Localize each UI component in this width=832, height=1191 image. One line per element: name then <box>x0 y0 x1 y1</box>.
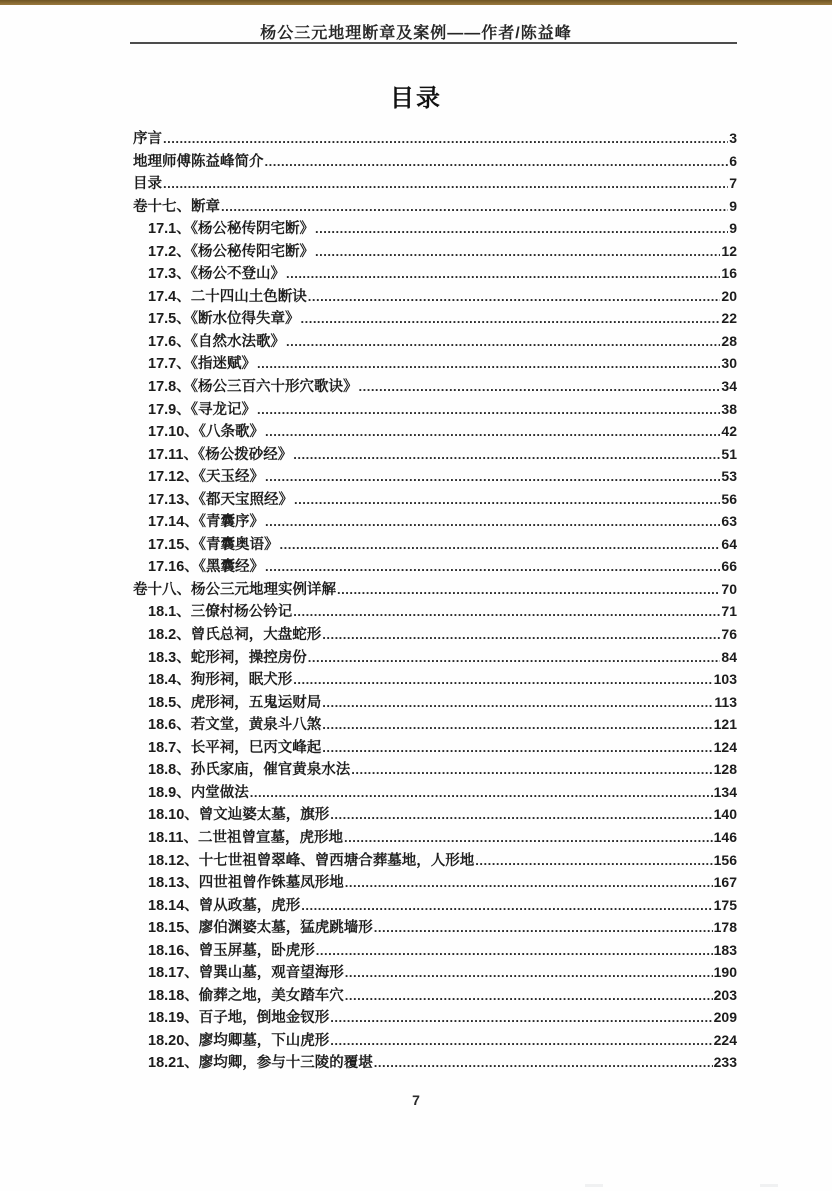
toc-entry-label: 卷十八、杨公三元地理实例详解 <box>133 581 336 598</box>
scan-artifact <box>760 1184 778 1187</box>
toc-leader-dots <box>315 241 720 264</box>
toc-leader-dots <box>322 692 713 715</box>
toc-entry-label: 18.2、曾氏总祠，大盘蛇形 <box>148 627 322 644</box>
toc-row <box>133 465 737 488</box>
toc-leader-dots <box>322 737 712 760</box>
toc-row <box>133 961 737 984</box>
footer-page-number: 7 <box>412 1092 420 1108</box>
toc-entry-label: 17.11、《杨公拨砂经》 <box>148 446 293 463</box>
toc-entry-page: 71 <box>721 603 737 620</box>
toc-entry-label: 18.20、廖均卿墓，下山虎形 <box>148 1032 330 1049</box>
toc-entry-label: 18.4、狗形祠，眠犬形 <box>148 672 293 689</box>
toc-leader-dots <box>351 759 712 782</box>
toc-entry-page: 76 <box>721 626 737 643</box>
toc-leader-dots <box>265 151 729 174</box>
toc-entry-label: 18.5、虎形祠，五鬼运财局 <box>148 694 322 711</box>
toc-entry-label: 17.6、《自然水法歌》 <box>148 333 285 350</box>
toc-row <box>133 420 737 443</box>
toc-leader-dots <box>308 286 721 309</box>
toc-entry-label: 卷十七、断章 <box>133 198 220 215</box>
toc-entry-label: 17.7、《指迷赋》 <box>148 356 256 373</box>
toc-entry-label: 18.17、曾巽山墓，观音望海形 <box>148 965 344 982</box>
toc-leader-dots <box>265 556 720 579</box>
toc-leader-dots <box>374 917 713 940</box>
toc-row <box>133 533 737 556</box>
toc-row <box>133 984 737 1007</box>
toc-leader-dots <box>475 850 712 873</box>
toc-entry-page: 140 <box>713 806 737 823</box>
toc-row <box>133 668 737 691</box>
toc-entry-label: 17.4、二十四山土色断诀 <box>148 288 307 305</box>
toc-row <box>133 1006 737 1029</box>
toc-entry-page: 66 <box>721 558 737 575</box>
toc-entry-page: 209 <box>713 1009 737 1026</box>
toc-leader-dots <box>163 128 728 151</box>
toc-row <box>133 736 737 759</box>
toc-row <box>133 1029 737 1052</box>
toc-entry-label: 18.14、曾从政墓，虎形 <box>148 897 301 914</box>
toc-entry-label: 18.10、曾文辿婆太墓，旗形 <box>148 807 330 824</box>
toc-entry-label: 17.10、《八条歌》 <box>148 424 265 441</box>
toc-entry-label: 17.2、《杨公秘传阳宅断》 <box>148 243 314 260</box>
toc-entry-page: 38 <box>721 400 737 417</box>
toc-entry-page: 183 <box>713 941 737 958</box>
toc-entry-label: 18.11、二世祖曾宣墓，虎形地 <box>148 829 343 846</box>
toc-row <box>133 352 737 375</box>
toc-entry-page: 53 <box>721 468 737 485</box>
toc-entry-page: 70 <box>721 580 737 597</box>
page-title: 目录 <box>390 85 442 112</box>
toc-entry-label: 17.3、《杨公不登山》 <box>148 266 285 283</box>
toc-row <box>133 510 737 533</box>
toc-entry-label: 18.13、四世祖曾作铢墓凤形地 <box>148 875 344 892</box>
toc-leader-dots <box>293 669 712 692</box>
toc-entry-page: 20 <box>721 287 737 304</box>
toc-row <box>133 691 737 714</box>
toc-entry-page: 203 <box>713 986 737 1003</box>
top-accent-bar <box>0 0 832 5</box>
toc-row <box>133 781 737 804</box>
toc-entry-label: 18.19、百子地，倒地金钗形 <box>148 1010 330 1027</box>
toc-leader-dots <box>308 647 721 670</box>
toc-entry-label: 18.21、廖均卿，参与十三陵的覆堪 <box>148 1055 373 1072</box>
toc-row <box>133 262 737 285</box>
toc-row <box>133 826 737 849</box>
toc-entry-page: 16 <box>721 265 737 282</box>
toc-leader-dots <box>286 263 720 286</box>
toc-row <box>133 172 737 195</box>
toc-entry-page: 156 <box>713 851 737 868</box>
toc-leader-dots <box>257 399 720 422</box>
toc-row <box>133 307 737 330</box>
toc-entry-page: 9 <box>729 197 737 214</box>
toc-row <box>133 240 737 263</box>
toc-leader-dots <box>221 196 728 219</box>
toc-leader-dots <box>265 421 720 444</box>
toc-entry-page: 34 <box>721 378 737 395</box>
toc-leader-dots <box>315 218 728 241</box>
toc-row <box>133 195 737 218</box>
toc-entry-label: 17.15、《青囊奥语》 <box>148 536 279 553</box>
toc-row <box>133 600 737 623</box>
toc-leader-dots <box>322 714 712 737</box>
toc-entry-label: 18.3、蛇形祠，操控房份 <box>148 649 307 666</box>
toc-row <box>133 217 737 240</box>
toc-row <box>133 1051 737 1074</box>
toc-leader-dots <box>265 466 720 489</box>
toc-entry-page: 175 <box>713 896 737 913</box>
toc-entry-page: 224 <box>713 1031 737 1048</box>
toc-entry-page: 233 <box>713 1054 737 1071</box>
toc-entry-page: 167 <box>713 874 737 891</box>
toc-leader-dots <box>286 331 720 354</box>
toc-leader-dots <box>163 173 728 196</box>
toc-entry-page: 12 <box>721 242 737 259</box>
toc-entry-page: 42 <box>721 423 737 440</box>
header-rule <box>130 42 737 44</box>
toc-entry-label: 地理师傅陈益峰简介 <box>133 153 264 170</box>
toc-leader-dots <box>374 1052 713 1075</box>
toc-entry-label: 18.6、若文堂，黄泉斗八煞 <box>148 717 322 734</box>
toc-entry-label: 18.18、偷葬之地，美女踏车穴 <box>148 987 344 1004</box>
toc-entry-label: 17.9、《寻龙记》 <box>148 401 256 418</box>
scan-artifact <box>585 1184 603 1187</box>
toc-leader-dots <box>301 895 712 918</box>
toc-row <box>133 330 737 353</box>
toc-entry-label: 17.8、《杨公三百六十形穴歌诀》 <box>148 379 358 396</box>
toc-list <box>133 127 737 1074</box>
toc-leader-dots <box>330 1007 712 1030</box>
toc-leader-dots <box>344 827 713 850</box>
toc-entry-page: 28 <box>721 332 737 349</box>
toc-entry-page: 56 <box>721 490 737 507</box>
toc-entry-page: 7 <box>729 175 737 192</box>
toc-entry-page: 84 <box>721 648 737 665</box>
toc-row <box>133 803 737 826</box>
toc-leader-dots <box>330 1030 712 1053</box>
toc-row <box>133 488 737 511</box>
toc-leader-dots <box>316 940 713 963</box>
toc-entry-label: 17.16、《黑囊经》 <box>148 559 265 576</box>
toc-leader-dots <box>265 511 720 534</box>
toc-row <box>133 375 737 398</box>
toc-entry-page: 103 <box>713 671 737 688</box>
toc-row <box>133 443 737 466</box>
toc-entry-page: 22 <box>721 310 737 327</box>
toc-row <box>133 646 737 669</box>
toc-leader-dots <box>345 872 713 895</box>
toc-entry-page: 51 <box>721 445 737 462</box>
toc-entry-label: 目录 <box>133 176 162 193</box>
toc-leader-dots <box>330 804 712 827</box>
toc-entry-page: 124 <box>713 738 737 755</box>
toc-row <box>133 623 737 646</box>
toc-row <box>133 555 737 578</box>
toc-entry-page: 64 <box>721 535 737 552</box>
toc-entry-label: 18.1、三僚村杨公钤记 <box>148 604 293 621</box>
toc-entry-page: 30 <box>721 355 737 372</box>
toc-leader-dots <box>250 782 713 805</box>
toc-entry-page: 134 <box>713 783 737 800</box>
toc-row <box>133 578 737 601</box>
toc-row <box>133 285 737 308</box>
toc-leader-dots <box>293 601 720 624</box>
running-header: 杨公三元地理断章及案例——作者/陈益峰 <box>260 25 572 42</box>
toc-entry-label: 18.12、十七世祖曾翠峰、曾西塘合葬墓地，人形地 <box>148 852 475 869</box>
toc-leader-dots <box>280 534 721 557</box>
toc-leader-dots <box>345 962 713 985</box>
toc-row <box>133 398 737 421</box>
toc-leader-dots <box>293 444 720 467</box>
toc-row <box>133 916 737 939</box>
toc-entry-page: 6 <box>729 152 737 169</box>
toc-entry-label: 18.15、廖伯渊婆太墓，猛虎跳墙形 <box>148 920 373 937</box>
toc-entry-label: 17.14、《青囊序》 <box>148 514 265 531</box>
toc-row <box>133 150 737 173</box>
toc-row <box>133 127 737 150</box>
toc-entry-label: 18.8、孙氏家庙，催官黄泉水法 <box>148 762 351 779</box>
toc-leader-dots <box>257 353 720 376</box>
toc-entry-page: 178 <box>713 919 737 936</box>
toc-entry-label: 序言 <box>133 131 162 147</box>
toc-row <box>133 894 737 917</box>
toc-entry-page: 146 <box>713 828 737 845</box>
toc-entry-label: 17.1、《杨公秘传阴宅断》 <box>148 221 314 238</box>
toc-entry-label: 17.13、《都天宝照经》 <box>148 491 294 508</box>
toc-leader-dots <box>322 624 720 647</box>
toc-entry-page: 121 <box>713 716 737 733</box>
toc-entry-page: 9 <box>729 220 737 237</box>
toc-row <box>133 713 737 736</box>
toc-entry-page: 113 <box>714 693 737 710</box>
toc-entry-label: 18.7、长平祠，巳丙文峰起 <box>148 739 322 756</box>
toc-row <box>133 939 737 962</box>
toc-entry-page: 3 <box>729 130 737 146</box>
toc-entry-page: 128 <box>713 761 737 778</box>
toc-leader-dots <box>300 308 720 331</box>
toc-leader-dots <box>345 985 713 1008</box>
toc-leader-dots <box>358 376 720 399</box>
toc-row <box>133 849 737 872</box>
toc-leader-dots <box>294 489 720 512</box>
toc-entry-label: 18.9、内堂做法 <box>148 784 249 801</box>
toc-entry-page: 190 <box>713 964 737 981</box>
toc-entry-label: 17.12、《天玉经》 <box>148 469 265 486</box>
toc-leader-dots <box>337 579 720 602</box>
toc-entry-label: 17.5、《断水位得失章》 <box>148 311 300 328</box>
toc-row <box>133 758 737 781</box>
toc-entry-label: 18.16、曾玉屏墓，卧虎形 <box>148 942 315 959</box>
toc-row <box>133 871 737 894</box>
toc-entry-page: 63 <box>721 513 737 530</box>
